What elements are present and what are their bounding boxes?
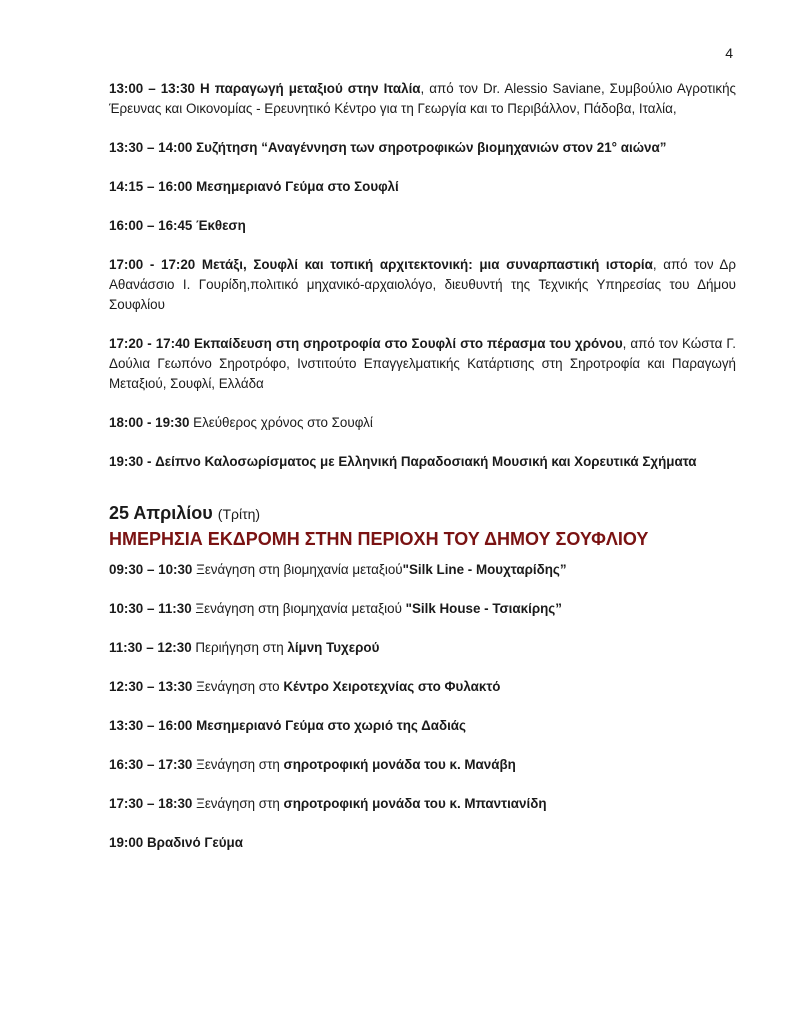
schedule-item	[109, 834, 736, 852]
item-highlight: λίμνη Τυχερού	[287, 640, 380, 655]
item-text: Ξενάγηση στο	[196, 679, 284, 694]
document-body	[109, 79, 736, 852]
item-title: Συζήτηση “Αναγέννηση των σηροτροφικών βιομηχανιών στον 21° αιώνα”	[196, 140, 667, 155]
day-date: 25 Απριλίου	[109, 503, 213, 523]
item-title: Εκπαίδευση στη σηροτροφία στο Σουφλί στο πέρασμα του χρόνου	[193, 336, 623, 351]
program-item	[109, 177, 736, 197]
program-item	[109, 79, 736, 119]
program-item	[109, 413, 736, 433]
program-item	[109, 255, 736, 315]
item-time: 16:00 – 16:45	[109, 218, 193, 233]
item-details: Ελεύθερος χρόνος στο Σουφλί	[193, 415, 373, 430]
item-time: 13:00 – 13:30	[109, 81, 195, 96]
item-highlight: Μεσημεριανό Γεύμα στο χωριό της Δαδιάς	[196, 718, 466, 733]
schedule-item	[109, 795, 736, 813]
program-item	[109, 334, 736, 394]
item-time: 12:30 – 13:30	[109, 679, 193, 694]
item-time: 17:30 – 18:30	[109, 796, 193, 811]
item-details: , από τον Δρ Αθανάσσιο Ι. Γουρίδη,πολιτικό μηχανικό-αρχαιολόγο, διευθυντή της Τεχνικής Υπηρεσίας του Δήμου Σουφλίου	[109, 257, 736, 312]
program-item	[109, 452, 736, 472]
item-time: 09:30 – 10:30	[109, 562, 193, 577]
item-highlight: Κέντρο Χειροτεχνίας στο Φυλακτό	[283, 679, 501, 694]
item-text: Ξενάγηση στη βιομηχανία μεταξιού	[196, 562, 403, 577]
program-item	[109, 216, 736, 236]
item-time: 17:20 - 17:40	[109, 336, 190, 351]
page-number: 4	[725, 45, 733, 61]
item-time: 13:30 – 16:00	[109, 718, 193, 733]
schedule-item	[109, 756, 736, 774]
item-time: 18:00 - 19:30	[109, 415, 190, 430]
item-details: , από τον Dr. Alessio Saviane, Συμβούλιο Αγροτικής Έρευνας και Οικονομίας - Ερευνητικό Κέντρο για τη Γεωργία και το Περιβάλλον, Πάδοβα, Ιταλία,	[109, 81, 736, 116]
item-time: 13:30 – 14:00	[109, 140, 193, 155]
item-time: 11:30 – 12:30	[109, 640, 192, 655]
schedule-item	[109, 678, 736, 696]
item-time: 19:00	[109, 835, 144, 850]
item-time: 17:00 - 17:20	[109, 257, 196, 272]
item-text: Ξενάγηση στη	[196, 796, 284, 811]
schedule-item	[109, 600, 736, 618]
item-text: Περιήγηση στη	[195, 640, 288, 655]
item-highlight: Βραδινό Γεύμα	[146, 835, 243, 850]
item-title: Μεσημεριανό Γεύμα στο Σουφλί	[196, 179, 399, 194]
item-highlight: "Silk House - Τσιακίρης”	[405, 601, 562, 616]
item-time: 14:15 – 16:00	[109, 179, 193, 194]
item-text: Ξενάγηση στη βιομηχανία μεταξιού	[195, 601, 406, 616]
item-highlight: "Silk Line - Μουχταρίδης”	[402, 562, 567, 577]
item-highlight: σηροτροφική μονάδα του κ. Μανάβη	[283, 757, 516, 772]
item-highlight: σηροτροφική μονάδα του κ. Μπαντιανίδη	[283, 796, 547, 811]
program-item	[109, 138, 736, 158]
item-title: Δείπνο Καλοσωρίσματος με Ελληνική Παραδοσιακή Μουσική και Χορευτικά Σχήματα	[155, 454, 697, 469]
day-heading	[109, 502, 736, 525]
item-title: Έκθεση	[196, 218, 246, 233]
item-time: 19:30 -	[109, 454, 152, 469]
excursion-title: ΗΜΕΡΗΣΙΑ ΕΚΔΡΟΜΗ ΣΤΗΝ ΠΕΡΙΟΧΗ ΤΟΥ ΔΗΜΟΥ ΣΟΥΦΛΙΟΥ	[109, 529, 649, 549]
schedule-item	[109, 717, 736, 735]
day-weekday: (Τρίτη)	[217, 506, 261, 522]
item-time: 16:30 – 17:30	[109, 757, 193, 772]
schedule-item	[109, 561, 736, 579]
schedule-item	[109, 639, 736, 657]
item-title: Μετάξι, Σουφλί και τοπική αρχιτεκτονική: μια συναρπαστική ιστορία	[201, 257, 653, 272]
item-details: , από τον Κώστα Γ. Δούλια Γεωπόνο Σηροτρόφο, Ινστιτούτο Επαγγελματικής Κατάρτισης στη Σηροτροφία και Παραγωγή Μεταξιού, Σουφλί, Ελλάδα	[109, 336, 736, 391]
item-time: 10:30 – 11:30	[109, 601, 192, 616]
item-title: Η παραγωγή μεταξιού στην Ιταλία	[200, 81, 421, 96]
item-text: Ξενάγηση στη	[196, 757, 284, 772]
